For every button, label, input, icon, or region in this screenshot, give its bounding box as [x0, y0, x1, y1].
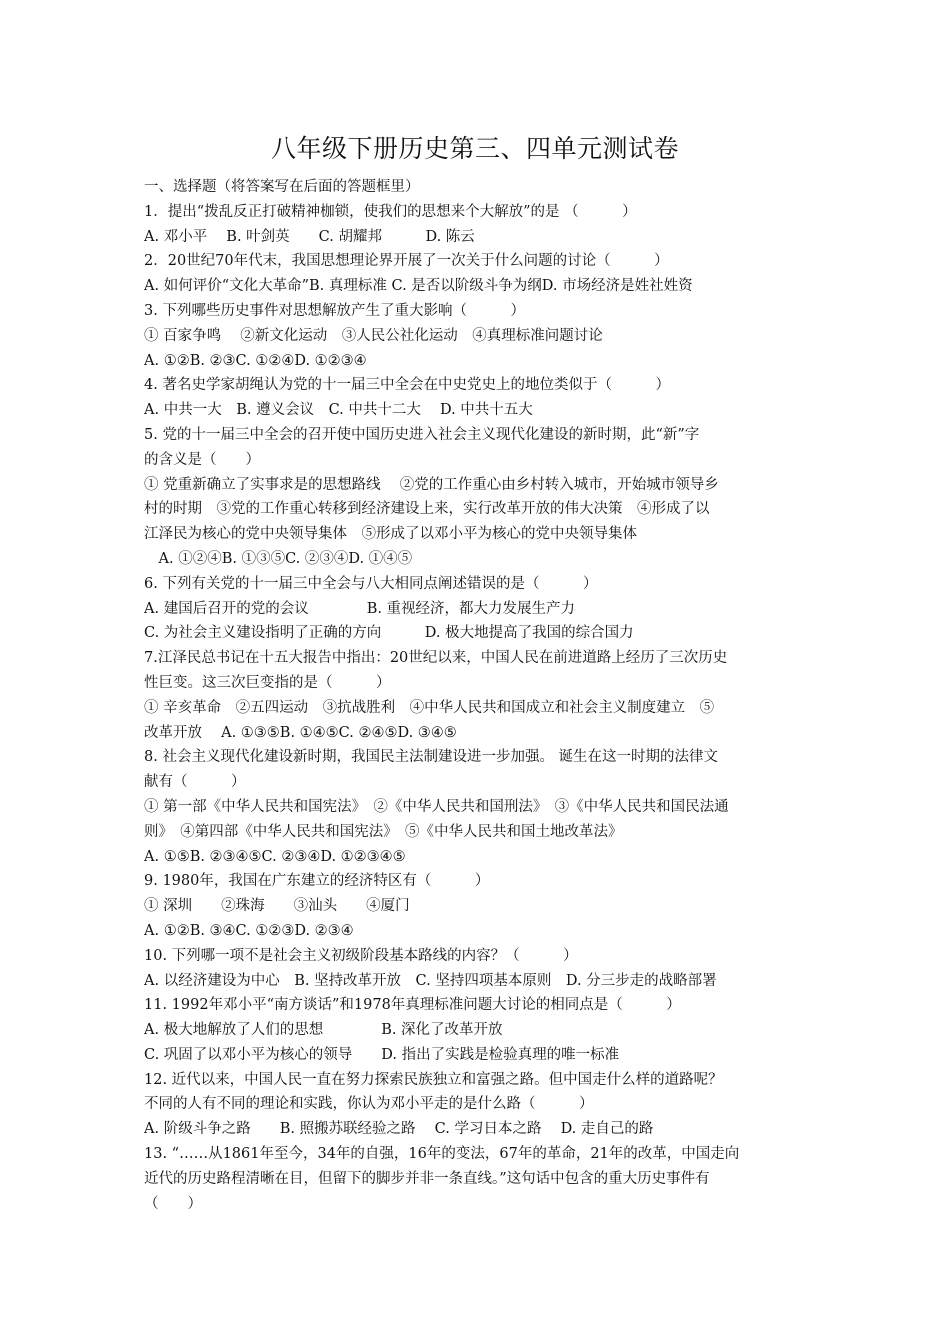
text-line: ① 深圳 ②珠海 ③汕头 ④厦门: [144, 898, 410, 915]
text-line: 13. “……从1861年至今，34年的自强，16年的变法，67年的革命，21年的改革，中国走向: [144, 1146, 740, 1163]
text-line: 1．提出“拨乱反正打破精神枷锁，使我们的思想来个大解放”的是 （ ）: [144, 203, 637, 220]
text-line: 江泽民为核心的党中央领导集体 ⑤形成了以邓小平为核心的党中央领导集体: [144, 526, 637, 543]
text-line: ① 党重新确立了实事求是的思想路线 ②党的工作重心由乡村转入城市，开始城市领导乡: [144, 476, 719, 493]
text-line: A. ①②B. ③④C. ①②③D. ②③④: [144, 922, 354, 939]
text-line: 7.江泽民总书记在十五大报告中指出：20世纪以来，中国人民在前进道路上经历了三次历史: [144, 650, 728, 667]
text-line: 一、选择题（将答案写在后面的答题框里）: [144, 179, 420, 195]
text-line: 9. 1980年，我国在广东建立的经济特区有（ ）: [144, 873, 490, 890]
text-line: 性巨变。这三次巨变指的是（ ）: [144, 674, 391, 691]
text-line: A. ①⑤B. ②③④⑤C. ②③④D. ①②③④⑤: [144, 848, 406, 865]
text-line: 4. 著名史学家胡绳认为党的十一届三中全会在中史党史上的地位类似于（ ）: [144, 377, 670, 394]
text-line: 献有（ ）: [144, 774, 246, 791]
text-line: A. 邓小平 B. 叶剑英 C. 胡耀邦 D. 陈云: [144, 228, 475, 245]
text-line: 6. 下列有关党的十一届三中全会与八大相同点阐述错误的是（ ）: [144, 575, 598, 592]
text-line: 的含义是（ ）: [144, 451, 260, 468]
text-line: 3. 下列哪些历史事件对思想解放产生了重大影响（ ）: [144, 302, 525, 319]
text-line: A. 阶级斗争之路 B. 照搬苏联经验之路 C. 学习日本之路 D. 走自己的路: [144, 1121, 654, 1138]
text-line: 不同的人有不同的理论和实践，你认为邓小平走的是什么路（ ）: [144, 1096, 594, 1113]
text-line: A. 中共一大 B. 遵义会议 C. 中共十二大 D. 中共十五大: [144, 402, 533, 419]
text-line: 改革开放 A. ①③⑤B. ①④⑤C. ②④⑤D. ③④⑤: [144, 724, 457, 741]
text-line: A. 如何评价“文化大革命”B. 真理标准 C. 是否以阶级斗争为纲D. 市场经济是姓社姓资: [144, 278, 693, 295]
text-line: 则》 ④第四部《中华人民共和国宪法》 ⑤《中华人民共和国土地改革法》: [144, 823, 623, 840]
text-line: A. ①②B. ②③C. ①②④D. ①②③④: [144, 352, 367, 369]
text-line: 5. 党的十一届三中全会的召开使中国历史进入社会主义现代化建设的新时期，此“新”字: [144, 426, 700, 443]
text-line: 8. 社会主义现代化建设新时期，我国民主法制建设进一步加强。 诞生在这一时期的法律文: [144, 749, 719, 766]
text-line: 2．20世纪70年代末，我国思想理论界开展了一次关于什么问题的讨论（ ）: [144, 253, 669, 270]
page-title: 八年级下册历史第三、四单元测试卷: [270, 134, 679, 163]
text-line: 村的时期 ③党的工作重心转移到经济建设上来，实行改革开放的伟大决策 ④形成了以: [144, 501, 710, 518]
text-line: C. 为社会主义建设指明了正确的方向 D. 极大地提高了我国的综合国力: [144, 625, 634, 642]
text-line: （ ）: [144, 1195, 202, 1212]
text-line: C. 巩固了以邓小平为核心的领导 D. 指出了实践是检验真理的唯一标准: [144, 1046, 620, 1063]
text-line: ① 辛亥革命 ②五四运动 ③抗战胜利 ④中华人民共和国成立和社会主义制度建立 ⑤: [144, 699, 715, 716]
text-line: ① 百家争鸣 ②新文化运动 ③人民公社化运动 ④真理标准问题讨论: [144, 327, 603, 344]
question-body: [144, 175, 812, 1216]
text-line: A. 以经济建设为中心 B. 坚持改革开放 C. 坚持四项基本原则 D. 分三步走的战略部署: [144, 972, 717, 989]
text-line: 11. 1992年邓小平“南方谈话”和1978年真理标准问题大讨论的相同点是（ ）: [144, 997, 681, 1014]
text-line: A. ①②④B. ①③⑤C. ②③④D. ①④⑤: [144, 550, 413, 567]
text-line: 12. 近代以来，中国人民一直在努力探索民族独立和富强之路。但中国走什么样的道路呢？: [144, 1071, 723, 1088]
text-line: 近代的历史路程清晰在目，但留下的脚步并非一条直线。”这句话中包含的重大历史事件有: [144, 1170, 710, 1187]
text-line: ① 第一部《中华人民共和国宪法》 ②《中华人民共和国刑法》 ③《中华人民共和国民法通: [144, 798, 729, 815]
text-line: A. 极大地解放了人们的思想 B. 深化了改革开放: [144, 1022, 503, 1039]
text-line: 10. 下列哪一项不是社会主义初级阶段基本路线的内容？（ ）: [144, 947, 578, 964]
text-line: A. 建国后召开的党的会议 B. 重视经济，都大力发展生产力: [144, 600, 576, 617]
